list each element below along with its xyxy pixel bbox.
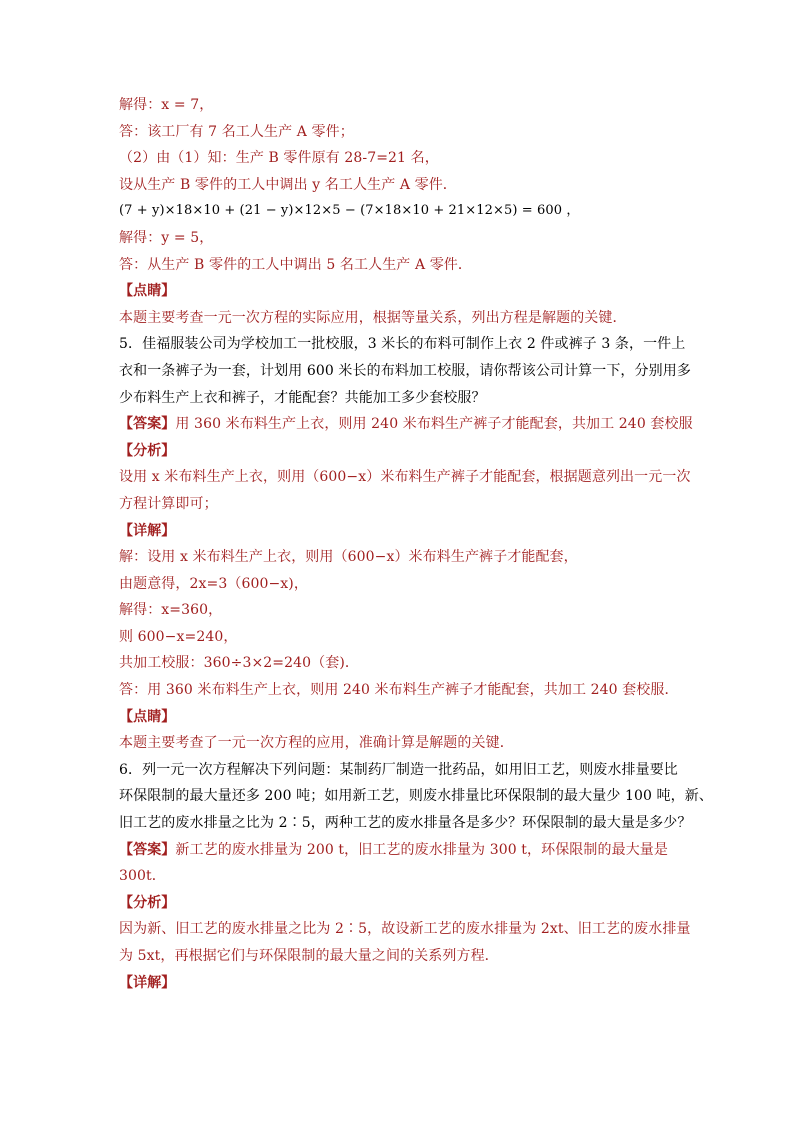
solution-line: 答：从生产 B 零件的工人中调出 5 名工人生产 A 零件． [119,256,473,273]
answer-text: 新工艺的废水排量为 200 t，旧工艺的废水排量为 300 t，环保限制的最大量是 [175,841,669,858]
section-tag: 【分析】 [119,894,176,911]
answer-line [119,837,679,864]
section-tag: 【点睛】 [119,283,176,300]
solution-line: 设从生产 B 零件的工人中调出 y 名工人生产 A 零件． [119,176,457,193]
solution-line: 由题意得，2x=3（600−x)， [119,575,308,592]
solution-line: 设用 x 米布料生产上衣，则用（600−x）米布料生产裤子才能配套，根据题意列出一元一次 [119,469,691,486]
solution-line: 答：用 360 米布料生产上衣，则用 240 米布料生产裤子才能配套，共加工 240 套校服． [119,682,679,699]
answer-tag: 【答案】 [119,841,176,858]
answer-text: 用 360 米布料生产上衣，则用 240 米布料生产裤子才能配套，共加工 240 套校服 [175,416,693,433]
solution-line: 因为新、旧工艺的废水排量之比为 2∶5，故设新工艺的废水排量为 2xt、旧工艺的废水排量 [119,921,691,938]
document-body [119,92,713,996]
solution-line: 解：设用 x 米布料生产上衣，则用（600−x）米布料生产裤子才能配套， [119,549,578,566]
solution-line: 300t． [119,868,166,885]
solution-line: （2）由（1）知：生产 B 零件原有 28-7=21 名， [119,150,439,167]
section-tag: 【点睛】 [119,708,176,725]
solution-line: 答：该工厂有 7 名工人生产 A 零件； [119,123,354,140]
section-tag: 【分析】 [119,442,176,459]
question-line: 环保限制的最大量还多 200 吨；如用新工艺，则废水排量比环保限制的最大量少 100 吨，新、 [119,788,713,805]
answer-tag: 【答案】 [119,416,176,433]
question-line: 5．佳福服装公司为学校加工一批校服，3 米长的布料可制作上衣 2 件或裤子 3 条，一件上 [119,336,686,353]
solution-line: 为 5xt，再根据它们与环保限制的最大量之间的关系列方程． [119,948,499,964]
question-line: 旧工艺的废水排量之比为 2∶5，两种工艺的废水排量各是多少？环保限制的最大量是多少？ [119,815,692,832]
solution-line: 本题主要考查了一元一次方程的应用，准确计算是解题的关键． [119,735,514,752]
solution-line: 共加工校服：360÷3×2=240（套)． [119,655,360,672]
equation-line: (7 + y)×18×10 + (21 − y)×12×5 − (7×18×10 + 21×12×5) = 600 ， [119,203,580,219]
solution-line: 解得：x=360， [119,602,223,619]
question-line: 衣和一条裤子为一套，计划用 600 米长的布料加工校服，请你帮该公司计算一下，分别用多 [119,362,691,379]
solution-line: 解得：x = 7， [119,97,214,113]
solution-line: 方程计算即可； [119,495,218,512]
solution-line: 解得：y = 5， [119,229,214,246]
solution-line: 则 600−x=240， [119,628,238,645]
section-tag: 【详解】 [119,522,176,539]
question-line: 6．列一元一次方程解决下列问题：某制药厂制造一批药品，如用旧工艺，则废水排量要比 [119,761,678,778]
section-tag: 【详解】 [119,974,176,991]
solution-line: 本题主要考查一元一次方程的实际应用，根据等量关系，列出方程是解题的关键． [119,309,627,326]
question-line: 少布料生产上衣和裤子，才能配套？共能加工多少套校服？ [119,389,486,406]
answer-line [119,411,693,438]
